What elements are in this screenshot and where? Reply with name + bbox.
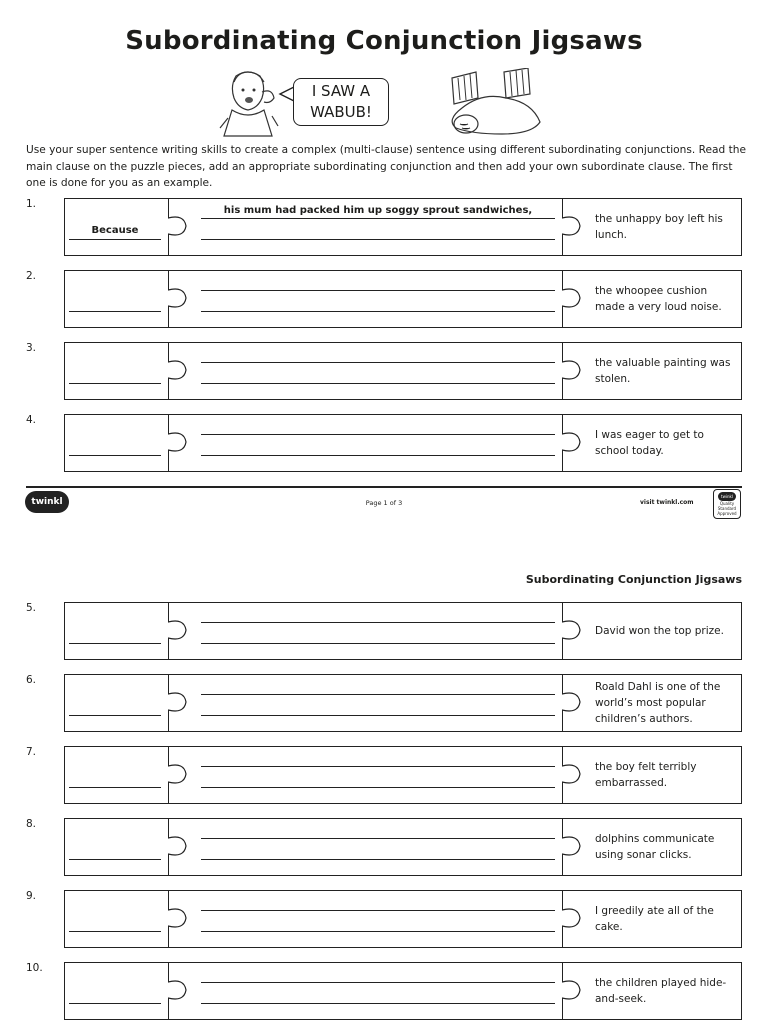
page-number: Page 1 of 3 (365, 499, 403, 507)
subordinate-answer-line[interactable] (201, 311, 555, 312)
main-clause: dolphins communicate using sonar clicks. (595, 833, 715, 861)
badge-title: twinkl (718, 492, 736, 501)
jigsaw-tab-icon (168, 832, 196, 862)
subordinate-answer-line[interactable] (201, 218, 555, 219)
item-number: 4. (26, 414, 37, 426)
puzzle-piece (64, 198, 742, 256)
subordinate-answer-line[interactable] (201, 1003, 555, 1004)
jigsaw-tab-icon (168, 428, 196, 458)
subordinate-answer-line[interactable] (201, 383, 555, 384)
item-number: 8. (26, 818, 37, 830)
puzzle-row (0, 342, 768, 404)
jigsaw-tab-icon (168, 212, 196, 242)
speech-line-2: WABUB! (310, 103, 372, 121)
subordinate-answer-line[interactable] (201, 694, 555, 695)
example-conjunction: Because (91, 225, 139, 236)
puzzle-row (0, 818, 768, 880)
puzzle-piece (64, 602, 742, 660)
jigsaw-tab-icon (562, 212, 590, 242)
jigsaw-tab-icon (168, 976, 196, 1006)
subordinate-answer-line[interactable] (201, 910, 555, 911)
item-number: 10. (26, 962, 43, 974)
main-clause: Roald Dahl is one of the world’s most popular children’s authors. (595, 681, 721, 725)
jigsaw-tab-icon (562, 428, 590, 458)
main-clause: the whoopee cushion made a very loud noise. (595, 285, 722, 313)
puzzle-row (0, 674, 768, 736)
jigsaw-tab-icon (168, 688, 196, 718)
subordinate-answer-line[interactable] (201, 931, 555, 932)
main-clause: I greedily ate all of the cake. (595, 905, 714, 933)
jigsaw-tab-icon (168, 284, 196, 314)
item-number: 1. (26, 198, 37, 210)
main-clause: I was eager to get to school today. (595, 429, 704, 457)
subordinate-answer-line[interactable] (201, 643, 555, 644)
conjunction-answer-line[interactable] (69, 787, 161, 788)
conjunction-answer-line[interactable] (69, 239, 161, 240)
conjunction-answer-line[interactable] (69, 311, 161, 312)
main-clause: the children played hide-and-seek. (595, 977, 727, 1005)
subordinate-answer-line[interactable] (201, 362, 555, 363)
sleeping-giant-illustration (442, 68, 546, 138)
subordinate-answer-line[interactable] (201, 766, 555, 767)
item-number: 2. (26, 270, 37, 282)
instructions: Use your super sentence writing skills to create a complex (multi-clause) sentence using different subordinating conjunctions. Read the main clause on the puzzle pieces, add an appropriate subordinating conjunction and then add your own subordinate clause. The first one is done for you as an example. (26, 144, 746, 189)
jigsaw-tab-icon (562, 688, 590, 718)
puzzle-row (0, 962, 768, 1024)
jigsaw-tab-icon (168, 616, 196, 646)
puzzle-row (0, 602, 768, 664)
subordinate-answer-line[interactable] (201, 239, 555, 240)
speech-bubble (293, 78, 389, 126)
subordinate-answer-line[interactable] (201, 982, 555, 983)
item-number: 9. (26, 890, 37, 902)
main-clause: the valuable painting was stolen. (595, 357, 731, 385)
conjunction-answer-line[interactable] (69, 715, 161, 716)
jigsaw-tab-icon (562, 616, 590, 646)
footer-divider (26, 486, 742, 488)
subordinate-answer-line[interactable] (201, 838, 555, 839)
item-number: 5. (26, 602, 37, 614)
conjunction-answer-line[interactable] (69, 1003, 161, 1004)
jigsaw-tab-icon (562, 356, 590, 386)
subordinate-answer-line[interactable] (201, 455, 555, 456)
shouting-woman-illustration (218, 68, 280, 138)
conjunction-answer-line[interactable] (69, 643, 161, 644)
jigsaw-tab-icon (562, 904, 590, 934)
puzzle-piece (64, 414, 742, 472)
puzzle-piece (64, 674, 742, 732)
puzzle-piece (64, 890, 742, 948)
main-clause: the boy felt terribly embarrassed. (595, 761, 697, 789)
subordinate-answer-line[interactable] (201, 859, 555, 860)
jigsaw-tab-icon (168, 760, 196, 790)
subordinate-answer-line[interactable] (201, 290, 555, 291)
item-number: 3. (26, 342, 37, 354)
puzzle-row (0, 890, 768, 952)
twinkl-logo[interactable]: twinkl (25, 491, 69, 513)
subordinate-answer-line[interactable] (201, 787, 555, 788)
subordinate-answer-line[interactable] (201, 622, 555, 623)
conjunction-answer-line[interactable] (69, 931, 161, 932)
puzzle-piece (64, 270, 742, 328)
page2-header: Subordinating Conjunction Jigsaws (525, 573, 742, 586)
jigsaw-tab-icon (168, 356, 196, 386)
jigsaw-tab-icon (168, 904, 196, 934)
visit-link[interactable]: visit twinkl.com (640, 499, 694, 506)
main-clause: David won the top prize. (595, 625, 724, 637)
main-clause: the unhappy boy left his lunch. (595, 213, 723, 241)
jigsaw-tab-icon (562, 832, 590, 862)
puzzle-row (0, 198, 768, 260)
puzzle-row (0, 270, 768, 332)
puzzle-row (0, 746, 768, 808)
puzzle-piece (64, 962, 742, 1020)
conjunction-answer-line[interactable] (69, 859, 161, 860)
puzzle-piece (64, 342, 742, 400)
example-subordinate-clause: his mum had packed him up soggy sprout sandwiches, (223, 205, 533, 216)
puzzle-piece (64, 746, 742, 804)
jigsaw-tab-icon (562, 284, 590, 314)
quality-badge (713, 489, 741, 519)
item-number: 7. (26, 746, 37, 758)
page-title: Subordinating Conjunction Jigsaws (125, 26, 643, 56)
puzzle-row (0, 414, 768, 476)
puzzle-piece (64, 818, 742, 876)
conjunction-answer-line[interactable] (69, 455, 161, 456)
jigsaw-tab-icon (562, 760, 590, 790)
subordinate-answer-line[interactable] (201, 434, 555, 435)
subordinate-answer-line[interactable] (201, 715, 555, 716)
item-number: 6. (26, 674, 37, 686)
badge-text: Quality Standard Approved (717, 501, 737, 516)
speech-line-1: I SAW A (311, 82, 371, 100)
jigsaw-tab-icon (562, 976, 590, 1006)
conjunction-answer-line[interactable] (69, 383, 161, 384)
